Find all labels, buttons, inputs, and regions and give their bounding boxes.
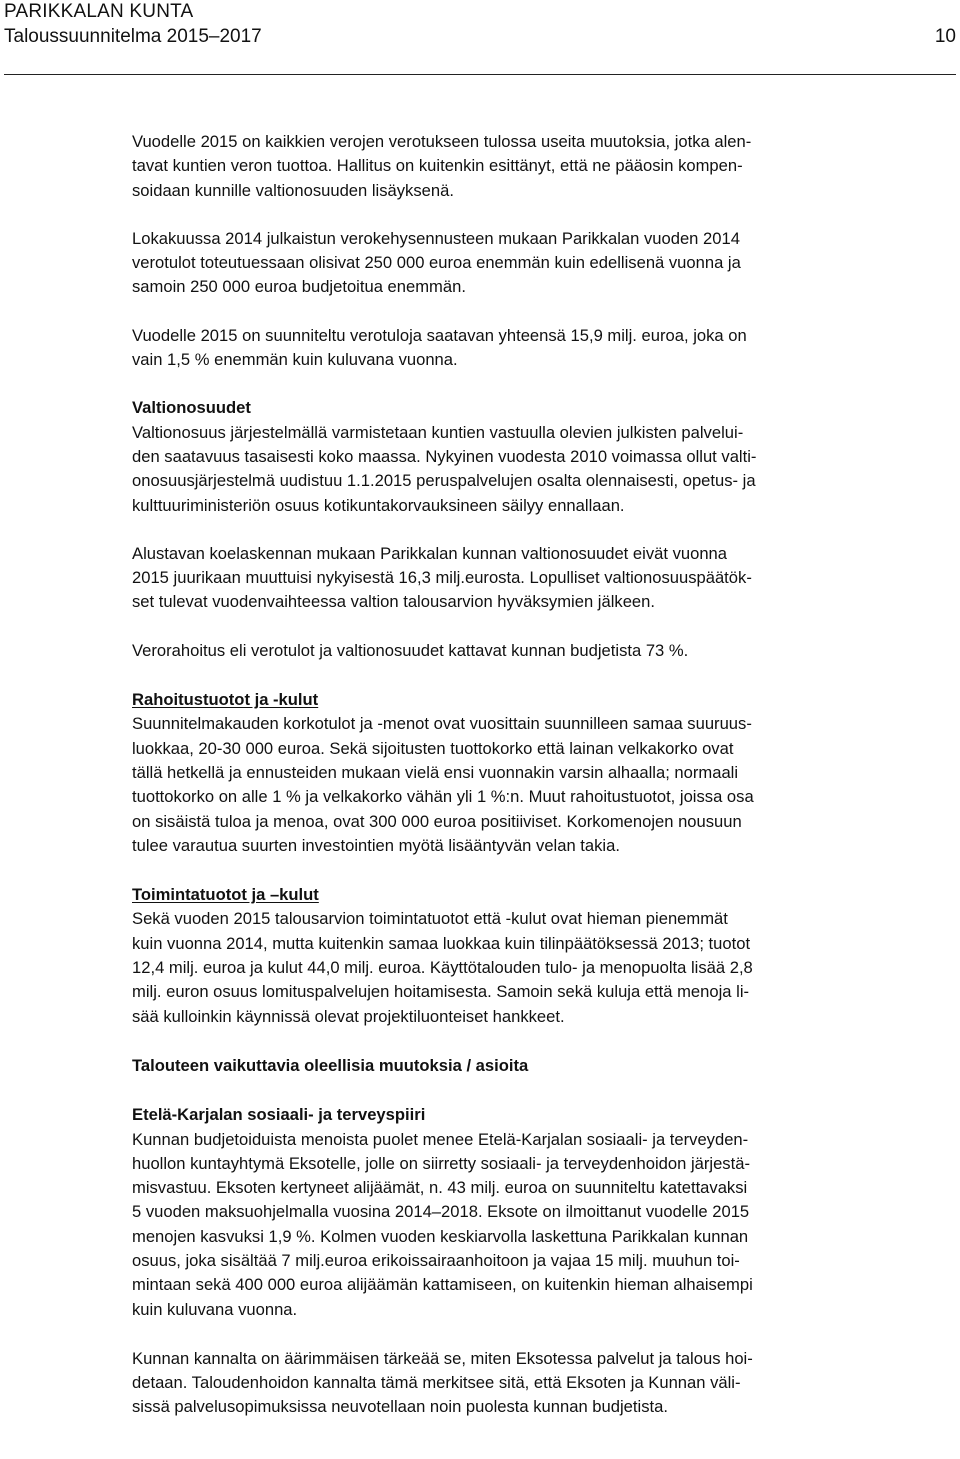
text-line: tulee varautua suurten investointien myötä lisääntyvän velan takia. [132, 835, 620, 855]
paragraph-preliminary-calculation [132, 542, 958, 615]
text-line: onosuusjärjestelmä uudistuu 1.1.2015 peruspalvelujen osalta olennaisesti, opetus- ja [132, 471, 756, 491]
document-body [132, 130, 958, 1420]
text-line: Alustavan koelaskennan mukaan Parikkalan kunnan valtionosuudet eivät vuonna [132, 543, 728, 563]
text-line: Verorahoitus eli verotulot ja valtionosuudet kattavat kunnan budjetista 73 %. [132, 640, 689, 660]
text-line: Valtionosuus järjestelmällä varmistetaan kuntien vastuulla olevien julkisten palvelui- [132, 422, 744, 442]
document-title: Taloussuunnitelma 2015–2017 [4, 26, 262, 47]
page-number: 10 [934, 26, 956, 47]
section-state-subsidies [132, 396, 958, 517]
text-line: Kunnan budjetoiduista menoista puolet menee Etelä-Karjalan sosiaali- ja terveyden- [132, 1129, 749, 1149]
text-line: luokkaa, 20-30 000 euroa. Sekä sijoitusten tuottokorko että lainan velkakorko ovat [132, 738, 734, 758]
text-line: misvastuu. Eksoten kertyneet alijäämät, n. 43 milj. euroa on suunniteltu katettavaksi [132, 1178, 748, 1198]
section-heading-eksote: Etelä-Karjalan sosiaali- ja terveyspiiri [132, 1105, 426, 1125]
text-line: tuottokorko on alle 1 % ja velkakorko vähän yli 1 %:n. Muut rahoitustuotot, joissa osa [132, 787, 754, 807]
text-line: Sekä vuoden 2015 talousarvion toimintatuotot että -kulut ovat hieman pienemmät [132, 909, 728, 929]
paragraph-eksote-importance [132, 1347, 958, 1420]
text-line: on sisäistä tuloa ja menoa, ovat 300 000 euroa positiiviset. Korkomenojen nousuun [132, 811, 742, 831]
section-heading-operating-income: Toimintatuotot ja –kulut [132, 885, 319, 905]
paragraph-tax-plan-2015 [132, 324, 958, 373]
text-line: tavat kuntien veron tuottoa. Hallitus on kuitenkin esittänyt, että ne pääosin kompen- [132, 156, 743, 176]
paragraph-tax-changes [132, 130, 958, 203]
text-line: verotulot toteutuessaan olisivat 250 000 euroa enemmän kuin edellisenä vuonna ja [132, 253, 741, 273]
section-financial-income [132, 688, 958, 858]
text-line: set tulevat vuodenvaihteessa valtion talousarvion hyväksymien jälkeen. [132, 592, 656, 612]
section-heading-economy-changes-wrapper [132, 1054, 958, 1078]
text-line: 5 vuoden maksuohjelmalla vuosina 2014–2018. Eksote on ilmoittanut vuodelle 2015 [132, 1202, 750, 1222]
text-line: soidaan kunnille valtionosuuden lisäyksenä. [132, 180, 454, 200]
section-heading-economy-changes: Talouteen vaikuttavia oleellisia muutoksia / asioita [132, 1055, 529, 1075]
text-line: samoin 250 000 euroa budjetoitua enemmän. [132, 277, 466, 297]
text-line: tällä hetkellä ja ennusteiden mukaan vielä ensi vuonnakin varsin alhaalla; normaali [132, 762, 739, 782]
text-line: kuin kuluvana vuonna. [132, 1299, 298, 1319]
text-line: osuus, joka sisältää 7 milj.euroa erikoissairaanhoitoon ja vajaa 15 milj. muuhun toi- [132, 1250, 740, 1270]
text-line: sää kulloinkin käynnissä olevat projektiluonteiset hankkeet. [132, 1006, 565, 1026]
text-line: Kunnan kannalta on äärimmäisen tärkeää se, miten Eksotessa palvelut ja talous hoi- [132, 1348, 753, 1368]
text-line: huollon kuntayhtymä Eksotelle, jolle on siirretty sosiaali- ja terveydenhoidon järjestä- [132, 1153, 750, 1173]
section-heading-state-subsidies: Valtionosuudet [132, 398, 251, 418]
text-line: mintaan sekä 400 000 euroa alijäämän kattamiseen, on kuitenkin hieman alhaisempi [132, 1275, 753, 1295]
text-line: vain 1,5 % enemmän kuin kuluvana vuonna. [132, 350, 458, 370]
text-line: menojen kasvuksi 1,9 %. Kolmen vuoden keskiarvolla laskettuna Parikkalan kunnan [132, 1226, 749, 1246]
organization-name: PARIKKALAN KUNTA [4, 1, 194, 22]
page-header [4, 0, 956, 75]
section-operating-income [132, 883, 958, 1029]
text-line: kuin vuonna 2014, mutta kuitenkin samaa luokkaa kuin tilinpäätöksessä 2013; tuotot [132, 933, 751, 953]
paragraph-tax-forecast [132, 227, 958, 300]
text-line: 12,4 milj. euroa ja kulut 44,0 milj. euroa. Käyttötalouden tulo- ja menopuolta lisää 2,8 [132, 958, 753, 978]
text-line: den saatavuus tasaisesti koko maassa. Nykyinen vuodesta 2010 voimassa ollut valti- [132, 446, 757, 466]
text-line: milj. euron osuus lomituspalvelujen hoitamisesta. Samoin sekä kuluja että menoja li- [132, 982, 750, 1002]
section-heading-financial-income: Rahoitustuotot ja -kulut [132, 690, 319, 710]
text-line: sissä palvelusopimuksissa neuvotellaan noin puolesta kunnan budjetista. [132, 1397, 668, 1417]
paragraph-tax-financing-share [132, 639, 958, 663]
text-line: kulttuuriministeriön osuus kotikuntakorvauksineen säilyy ennallaan. [132, 495, 625, 515]
text-line: Vuodelle 2015 on suunniteltu verotuloja saatavan yhteensä 15,9 milj. euroa, joka on [132, 325, 747, 345]
text-line: Suunnitelmakauden korkotulot ja -menot ovat vuosittain suunnilleen samaa suuruus- [132, 714, 752, 734]
text-line: detaan. Taloudenhoidon kannalta tämä merkitsee sitä, että Eksoten ja Kunnan väli- [132, 1373, 741, 1393]
text-line: Vuodelle 2015 on kaikkien verojen verotukseen tulossa useita muutoksia, jotka alen- [132, 132, 752, 151]
text-line: 2015 juurikaan muuttuisi nykyisestä 16,3 milj.eurosta. Lopulliset valtionosuuspäätök- [132, 568, 752, 588]
section-eksote [132, 1103, 958, 1322]
text-line: Lokakuussa 2014 julkaistun verokehysennusteen mukaan Parikkalan vuoden 2014 [132, 228, 740, 248]
